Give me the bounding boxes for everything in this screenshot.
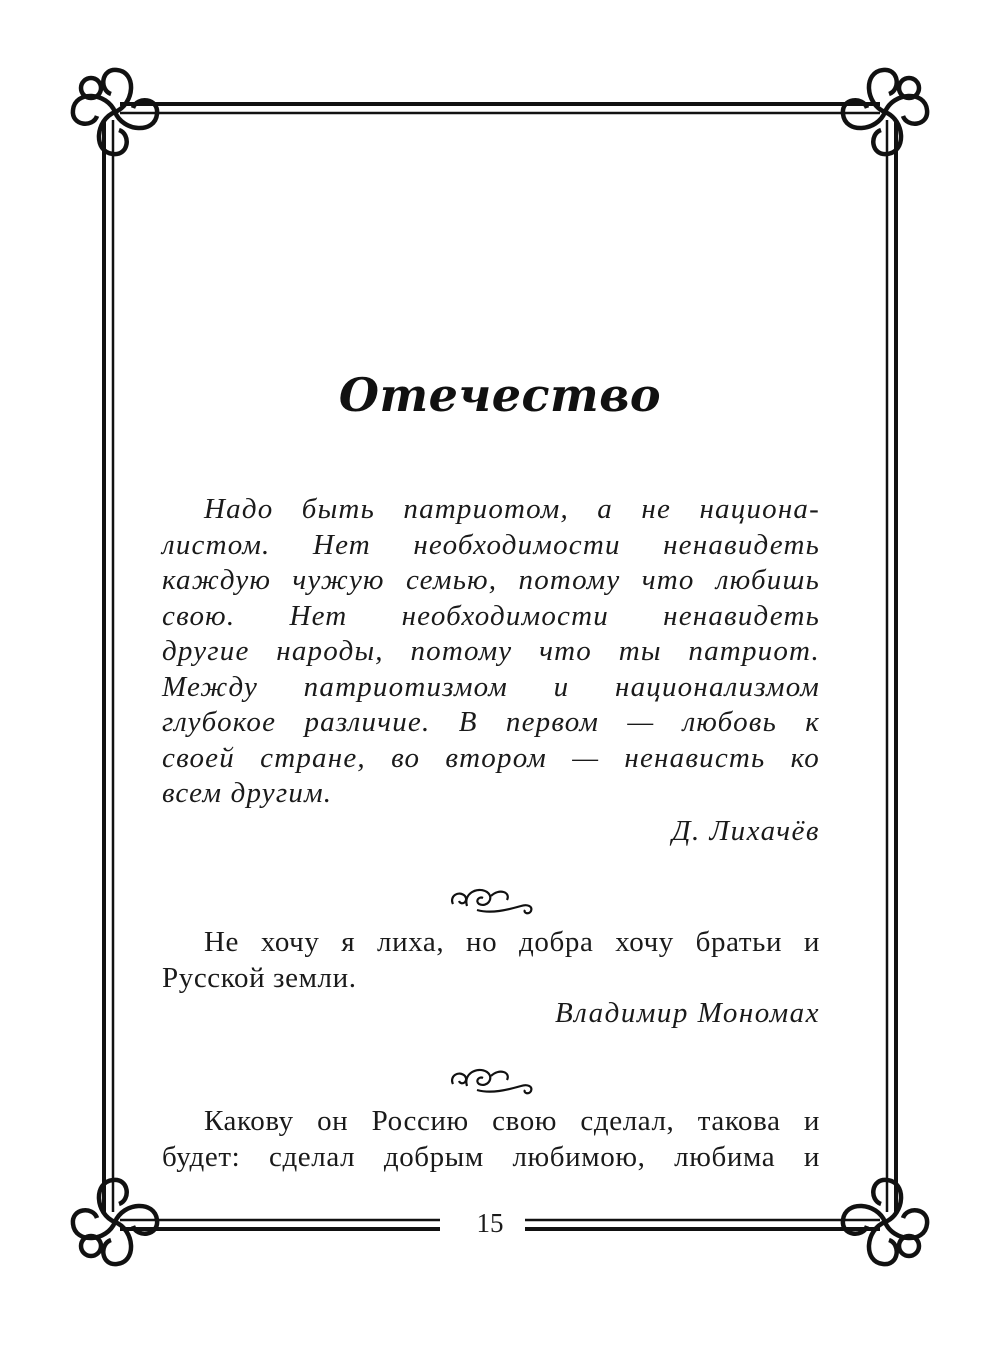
quote-line: Надо быть патриотом, а не национа- [204, 493, 820, 525]
quote-line: всем другим. [162, 777, 333, 809]
quote-line: листом. Нет необходимости ненавидеть [162, 528, 820, 561]
flourish-icon [447, 1064, 537, 1100]
quote-line: Русской земли. [162, 961, 357, 994]
page-title: Отечество [338, 368, 662, 422]
quote-line: каждую чужую семью, потому что любишь [162, 564, 820, 596]
flourish-icon [447, 884, 537, 920]
quote-line: Между патриотизмом и национализмом [162, 670, 820, 703]
corner-knot-icon [73, 1180, 157, 1264]
quote-line: глубокое различие. В первом — любовь к [162, 706, 820, 738]
quote-line: Не хочу я лиха, но добра хочу братьи и [204, 926, 820, 958]
quote-author: Д. Лихачёв [672, 815, 820, 847]
quote-text [162, 925, 820, 996]
quote-line: будет: сделал добрым любимою, любима и [162, 1140, 820, 1173]
page-number: 15 [476, 1208, 504, 1238]
quote-line: другие народы, потому что ты патриот. [162, 635, 820, 667]
quote-line: свою. Нет необходимости ненавидеть [162, 599, 820, 632]
quote-text [162, 492, 820, 812]
quote-line: своей стране, во втором — ненависть ко [162, 741, 820, 774]
quote-text [162, 1104, 820, 1175]
quote-line: Какову он Россию свою сделал, такова и [204, 1105, 820, 1137]
corner-knot-icon [843, 1180, 927, 1264]
quote-author: Владимир Мономах [554, 997, 820, 1029]
